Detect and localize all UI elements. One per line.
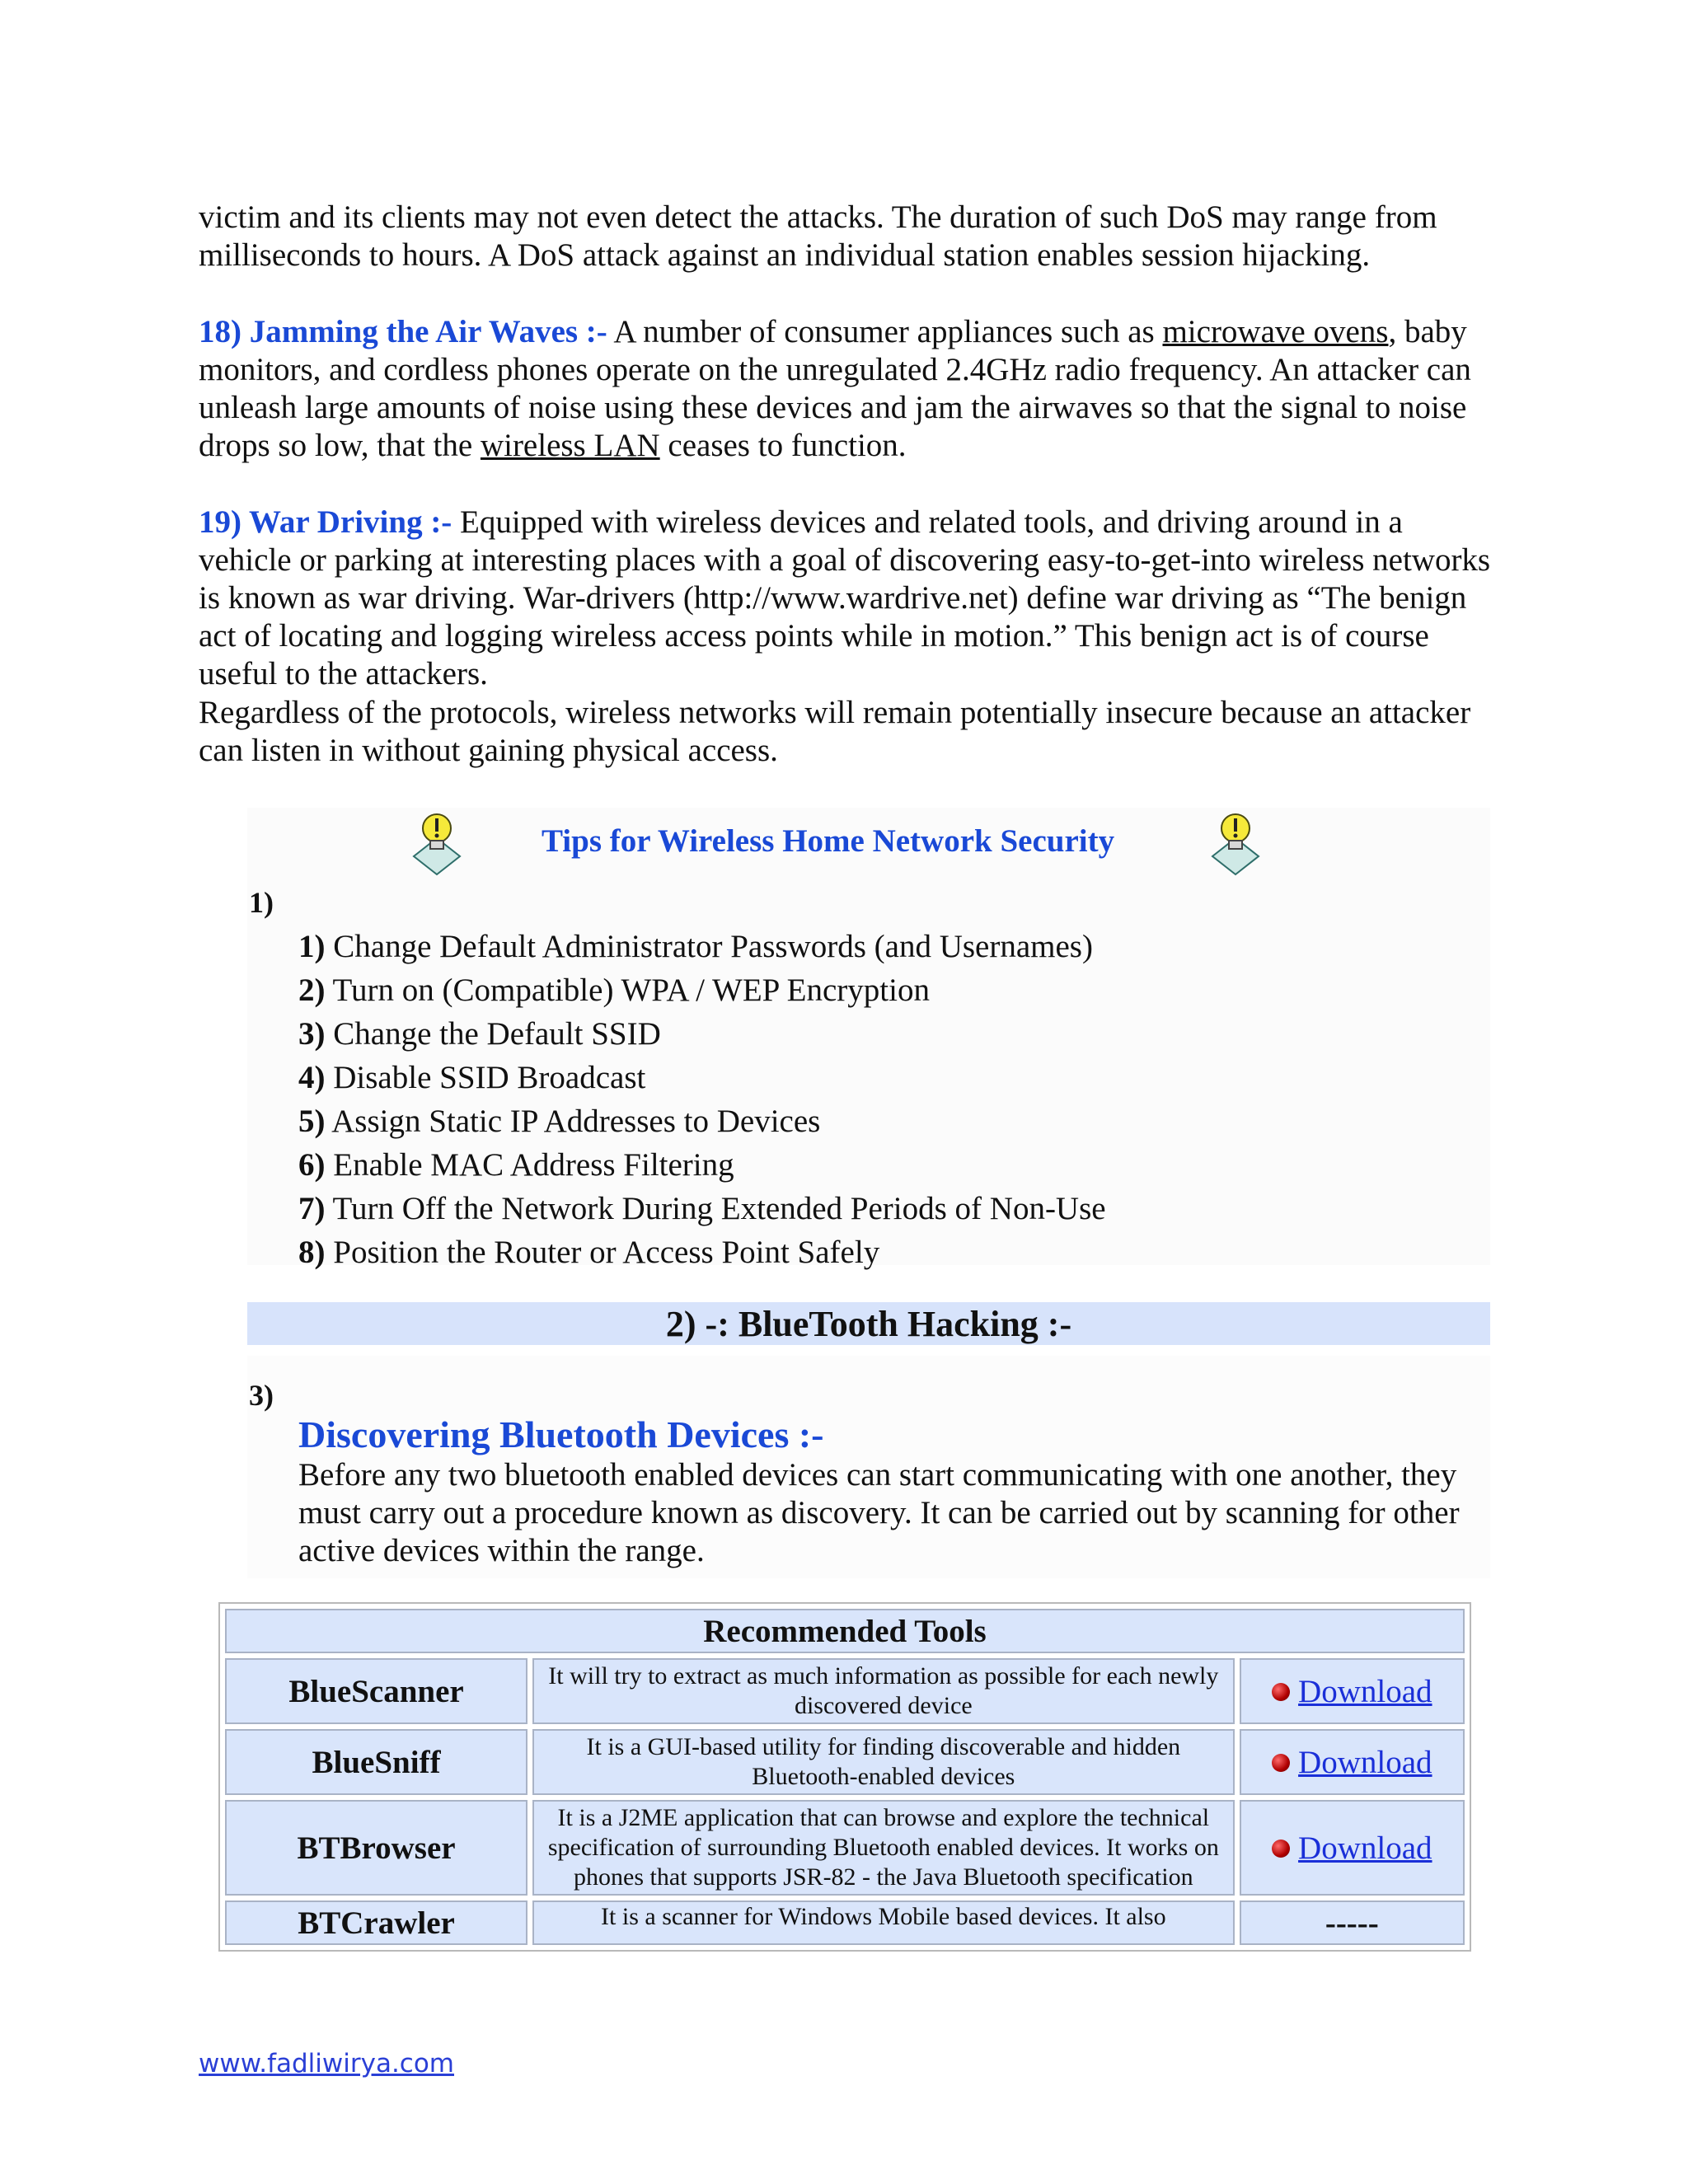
tool-description: It is a J2ME application that can browse and explore the technical specification of surrounding Bluetooth enabled devices. It works on phones that supports JSR-82 - the Java Bluetooth specification — [532, 1800, 1235, 1896]
tip-number: 4) — [298, 1060, 326, 1095]
section-18-text-a: A number of consumer appliances such as — [607, 314, 1163, 349]
tip-item — [298, 1056, 1106, 1099]
table-row — [225, 1800, 1465, 1896]
discovering-text: Before any two bluetooth enabled devices can start communicating with one another, they must carry out a procedure known as discovery. It can be carried out by scanning for other active devices within the range. — [298, 1457, 1460, 1568]
tip-item — [298, 968, 1106, 1012]
tool-description: It is a GUI-based utility for finding discoverable and hidden Bluetooth-enabled devices — [532, 1729, 1235, 1795]
table-row — [225, 1729, 1465, 1795]
tip-text: Enable MAC Address Filtering — [325, 1147, 734, 1183]
table-row — [225, 1900, 1465, 1945]
tip-number: 6) — [298, 1147, 326, 1183]
tip-text: Assign Static IP Addresses to Devices — [325, 1104, 821, 1139]
tip-number: 2) — [298, 972, 326, 1008]
tip-number: 1) — [298, 929, 326, 964]
table-row — [225, 1658, 1465, 1724]
tip-number: 5) — [298, 1104, 326, 1139]
download-link[interactable]: Download — [1298, 1830, 1432, 1866]
tip-number: 3) — [298, 1016, 326, 1052]
tool-description: It is a scanner for Windows Mobile based devices. It also — [532, 1900, 1235, 1945]
section-19-paragraph — [199, 504, 1493, 693]
tool-description: It will try to extract as much information as possible for each newly discovered device — [532, 1658, 1235, 1724]
section-18-paragraph — [199, 313, 1493, 465]
red-bullet-icon — [1272, 1683, 1290, 1701]
intro-paragraph: victim and its clients may not even detect the attacks. The duration of such DoS may range from milliseconds to hours. A DoS attack against an individual station enables session hijacking. — [199, 199, 1437, 273]
tip-number: 7) — [298, 1191, 326, 1226]
download-cell — [1240, 1658, 1465, 1724]
section-19-heading: 19) War Driving :- — [199, 504, 452, 540]
lightbulb-icon — [1209, 810, 1262, 876]
tip-item — [298, 925, 1106, 968]
tip-item — [298, 1187, 1106, 1230]
download-link[interactable]: Download — [1298, 1673, 1432, 1709]
red-bullet-icon — [1272, 1754, 1290, 1772]
recommended-tools-table — [218, 1602, 1471, 1952]
download-link[interactable]: Download — [1298, 1744, 1432, 1780]
tip-item — [298, 1230, 1106, 1274]
red-bullet-icon — [1272, 1840, 1290, 1858]
tip-text: Disable SSID Broadcast — [325, 1060, 646, 1095]
bluetooth-section-label: 3) — [249, 1379, 274, 1412]
tool-name: BTCrawler — [225, 1900, 528, 1945]
tip-number: 8) — [298, 1235, 326, 1270]
table-header-row — [225, 1609, 1465, 1653]
tip-item — [298, 1143, 1106, 1187]
tip-text: Change Default Administrator Passwords (and Usernames) — [325, 929, 1093, 964]
download-cell — [1240, 1729, 1465, 1795]
tool-name: BlueScanner — [225, 1658, 528, 1724]
tip-item — [298, 1012, 1106, 1056]
tip-text: Turn on (Compatible) WPA / WEP Encryption — [325, 972, 930, 1008]
tip-text: Position the Router or Access Point Safely — [325, 1235, 880, 1270]
tool-name: BlueSniff — [225, 1729, 528, 1795]
section-18-text-c: ceases to function. — [659, 428, 907, 463]
table-header: Recommended Tools — [225, 1609, 1465, 1653]
tip-text: Change the Default SSID — [325, 1016, 661, 1052]
section-19-text: Equipped with wireless devices and related tools, and driving around in a vehicle or parking at interesting places with a goal of discovering easy-to-get-into wireless networks is known as war driving. War-drivers (http://www.wardrive.net) define war driving as “The benign act of locating and logging wireless access points while in motion.” This benign act is of course useful to the attackers. — [199, 504, 1491, 691]
download-cell — [1240, 1800, 1465, 1896]
download-placeholder: ----- — [1240, 1900, 1465, 1945]
footer-website-link[interactable]: www.fadliwirya.com — [199, 2049, 454, 2079]
tips-list — [298, 925, 1106, 1274]
tips-title: Tips for Wireless Home Network Security — [542, 823, 1115, 859]
tips-section-label: 1) — [249, 886, 274, 919]
microwave-ovens-link[interactable]: microwave ovens — [1162, 314, 1389, 349]
tip-item — [298, 1099, 1106, 1143]
discovering-title: Discovering Bluetooth Devices :- — [298, 1413, 824, 1455]
section-18-heading: 18) Jamming the Air Waves :- — [199, 314, 607, 349]
bluetooth-hacking-banner: 2) -: BlueTooth Hacking :- — [247, 1302, 1490, 1345]
tip-text: Turn Off the Network During Extended Periods of Non-Use — [325, 1191, 1106, 1226]
section-18-text-b: , baby monitors, and cordless phones operate on the unregulated 2.4GHz radio frequency. An attacker can unleash large amounts of noise using these devices and jam the airwaves so that the signal to noise drops so low, that the — [199, 314, 1471, 463]
regardless-paragraph: Regardless of the protocols, wireless networks will remain potentially insecure because an attacker can listen in without gaining physical access. — [199, 695, 1471, 768]
tool-name: BTBrowser — [225, 1800, 528, 1896]
wireless-lan-link[interactable]: wireless LAN — [480, 428, 660, 463]
lightbulb-icon — [410, 810, 463, 876]
